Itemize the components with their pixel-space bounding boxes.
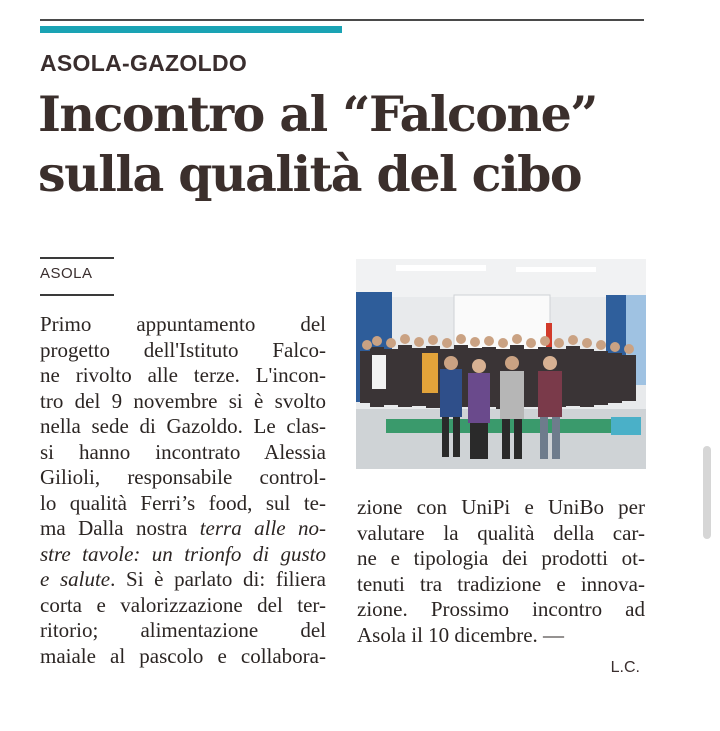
headline-line-2: sulla qualità del cibo (38, 145, 582, 203)
body-line: tenuti tra tradizione e innova- (357, 571, 645, 596)
body-line: Gilioli, responsabile control- (40, 465, 326, 489)
section-accent-bar (40, 26, 342, 33)
body-line: tro del 9 novembre si è svolto (40, 388, 326, 413)
body-line: zione. Prossimo incontro ad (357, 597, 645, 621)
location-rule-bottom (40, 294, 114, 296)
scrollbar-thumb[interactable] (703, 446, 711, 539)
author-initials: L.C. (610, 659, 640, 676)
headline-line-1: Incontro al “Falcone” (38, 85, 597, 143)
body-line: ne rivolto alle terze. L'incon- (40, 363, 326, 387)
section-kicker: ASOLA-GAZOLDO (40, 50, 248, 76)
body-line: ritorio; alimentazione del (40, 618, 326, 642)
article-column-1 (40, 312, 326, 669)
body-line: Primo appuntamento del (40, 312, 326, 336)
body-line-italic-start: e salute. Si è parlato di: filiera (40, 567, 326, 591)
article-column-2 (357, 495, 645, 648)
body-line-last: Asola il 10 dicembre. — (357, 622, 565, 647)
body-line: corta e valorizzazione del ter- (40, 592, 326, 617)
body-line: ne e tipologia dei prodotti ot- (357, 546, 645, 570)
body-line: valutare la qualità della car- (357, 520, 645, 545)
body-line: nella sede di Gazoldo. Le clas- (40, 414, 326, 438)
body-line: lo qualità Ferri’s food, sul te- (40, 490, 326, 515)
headline (38, 84, 658, 204)
group-photo-image (356, 259, 646, 469)
top-rule (40, 19, 644, 21)
article-photo (356, 259, 646, 469)
body-line: maiale al pascolo e collabora- (40, 643, 326, 668)
location-label: ASOLA (40, 265, 93, 282)
body-line: zione con UniPi e UniBo per (357, 495, 645, 519)
body-line: si hanno incontrato Alessia (40, 439, 326, 464)
body-line-italic: ma Dalla nostra terra alle no- (40, 516, 327, 540)
body-line: progetto dell'Istituto Falco- (40, 337, 326, 362)
location-rule-top (40, 257, 114, 259)
body-line-italic: stre tavole: un trionfo di gusto (40, 541, 326, 566)
